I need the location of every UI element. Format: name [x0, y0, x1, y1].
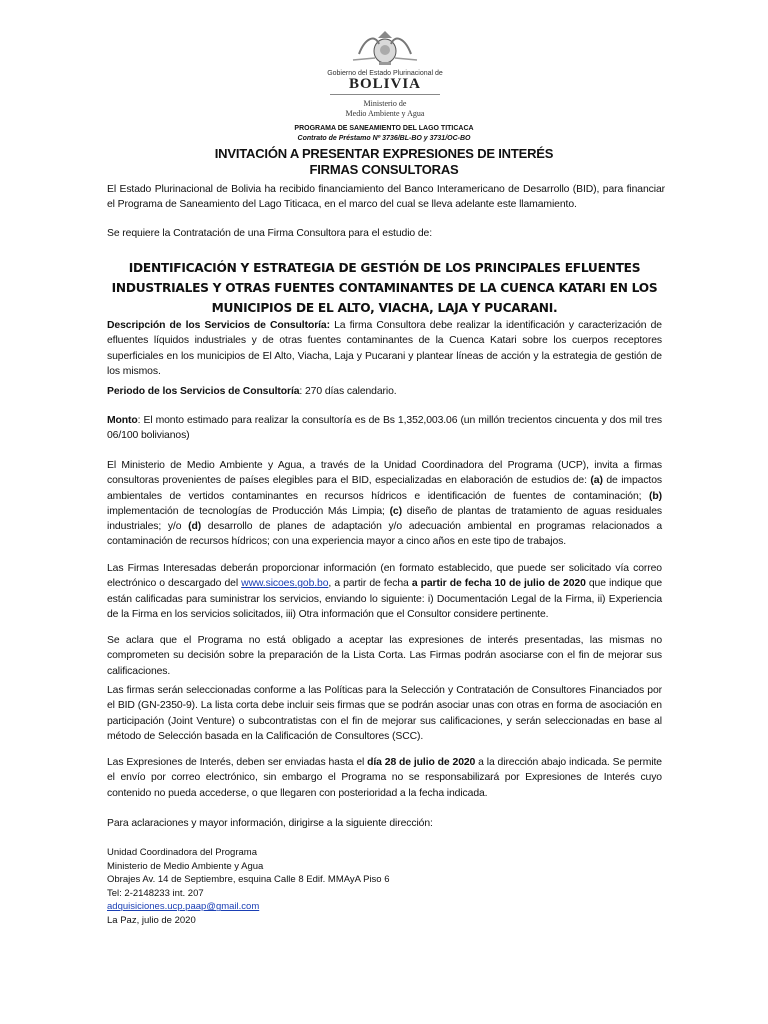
address-ministry: Ministerio de Medio Ambiente y Agua [107, 860, 264, 872]
address-unit: Unidad Coordinadora del Programa [107, 847, 257, 858]
period-label: Periodo de los Servicios de Consultoría [107, 386, 300, 397]
deadline-text-1: Las Expresiones de Interés, deben ser enviadas hasta el [107, 757, 368, 768]
description-text: La firma Consultora debe realizar la identificación y caracterización de efluentes líquidos industriales y de otras fuentes contaminantes de la Cuenca Katari sobre los cuerpos receptores superficiales en los municipios de El Alto, Viacha, Laja y Pucarani y plantear líneas de acción y la estrategia de gestión de los mismos. [107, 320, 662, 377]
ministry-invitation-paragraph [107, 458, 662, 550]
amount-paragraph [107, 413, 662, 444]
contact-address-block [107, 846, 507, 928]
contact-email-link[interactable]: adquisiciones.ucp.paap@gmail.com [107, 901, 260, 913]
selection-paragraph: Las firmas serán seleccionadas conforme a las Políticas para la Selección y Contratación de Consultores Financiados por el BID (GN-2350-9). La lista corta debe incluir seis firmas que se podrán asociar unas con otras en forma de asociación en participación (Joint Venture) o subcontratistas con el fin de mejorar sus calificaciones, y serán seleccionadas en base al método de Selección basada en la Calificación de Consultores (SCC). [107, 685, 662, 742]
government-logo [322, 28, 448, 119]
intro-paragraph: El Estado Plurinacional de Bolivia ha recibido financiamiento del Banco Interamericano de Desarrollo (BID), para financiar el Programa de Saneamiento del Lago Titicaca, en el marco del cual se lleva adelante este llamamiento. [107, 184, 665, 211]
amount-text: : El monto estimado para realizar la consultoría es de Bs 1,352,003.06 (un millón trecientos cincuenta y dos mil tres 06/100 bolivianos) [107, 415, 662, 442]
address-phone: Tel: 2-2148233 int. 207 [107, 887, 204, 899]
contact-intro: Para aclaraciones y mayor información, dirigirse a la siguiente dirección: [107, 818, 433, 829]
interested-start-date: a partir de fecha 10 de julio de 2020 [411, 578, 586, 590]
item-a-marker: (a) [590, 475, 603, 487]
deadline-paragraph [107, 755, 662, 801]
interested-firms-paragraph [107, 561, 662, 622]
description-paragraph [107, 318, 662, 379]
ministry-text-5: desarrollo de planes de adaptación y/o adecuación ambiental en programas relacionados a contaminación de recursos hídricos; con una experiencia mayor a cinco años en este tipo de trabajos. [107, 521, 663, 548]
document-subtitle: FIRMAS CONSULTORAS [309, 162, 459, 177]
logo-ministry-line1: Ministerio de [363, 99, 407, 108]
item-c-marker: (c) [389, 505, 402, 517]
deadline-text-2: a la dirección abajo indicada. Se permite el envío por correo electrónico, sin embargo el Programa no se responsabilizará por Expresiones de Interés cuyo contenido no pueda accederse, o que llegaren con posterioridad a la fecha indicada. [107, 757, 662, 799]
amount-label: Monto [107, 415, 138, 426]
requirement-line: Se requiere la Contratación de una Firma Consultora para el estudio de: [107, 228, 433, 239]
project-title: IDENTIFICACIÓN Y ESTRATEGIA DE GESTIÓN DE LOS PRINCIPALES EFLUENTES INDUSTRIALES Y OTRAS FUENTES CONTAMINANTES DE LA CUENCA KATARI EN LOS MUNICIPIOS DE EL ALTO, VIACHA, LAJA Y PUCARANI. [111, 261, 658, 315]
bolivia-coat-of-arms-icon [345, 28, 425, 68]
program-name: PROGRAMA DE SANEAMIENTO DEL LAGO TITICACA [294, 125, 474, 132]
period-paragraph [107, 384, 662, 399]
item-d-marker: (d) [188, 521, 202, 533]
ministry-text-4: diseño de plantas de tratamiento de aguas residuales industriales; y/o [107, 505, 662, 533]
logo-government-line: Gobierno del Estado Plurinacional de [327, 70, 443, 77]
interested-text-1: Las Firmas Interesadas deberán proporcionar información (en formato establecido, que puede ser solicitado vía correo electrónico o descargado del [107, 563, 662, 590]
item-b-marker: (b) [649, 490, 662, 502]
deadline-date: día 28 de julio de 2020 [367, 757, 476, 768]
logo-divider [330, 94, 440, 95]
interested-text-3: que indique que están calificadas para suministrar los servicios, enviando lo siguiente: i) Documentación Legal de la Firma, ii) Experiencia de la Firma en los servicios solicitados, iii) Otra información que el Consultor considere pertinente. [107, 578, 663, 620]
logo-country-name: BOLIVIA [348, 76, 422, 92]
ministry-text-3: implementación de tecnologías de Producción Más Limpia; [107, 505, 390, 517]
document-title: INVITACIÓN A PRESENTAR EXPRESIONES DE INTERÉS [214, 146, 554, 161]
sicoes-link[interactable]: www.sicoes.gob.bo [241, 578, 329, 590]
ministry-text-1: El Ministerio de Medio Ambiente y Agua, a través de la Unidad Coordinadora del Programa (UCP), invita a firmas consultoras provenientes de países elegibles para el BID, especializadas en elaboración de estudios de: [107, 460, 662, 487]
contract-number: Contrato de Préstamo Nº 3736/BL-BO y 3731/OC-BO [297, 135, 471, 142]
clarification-paragraph: Se aclara que el Programa no está obligado a aceptar las expresiones de interés presentadas, las mismas no comprometen su decisión sobre la preparación de la Lista Corta. Las Firmas podrán asociarse con el fin de mejorar sus calificaciones. [107, 635, 662, 677]
ministry-text-2: de impactos ambientales de vertidos contaminantes en recursos hídricos e identificación de fuentes de contaminación; [107, 475, 662, 502]
period-text: : 270 días calendario. [299, 386, 397, 397]
interested-text-2: , a partir de fecha [328, 578, 412, 590]
address-street: Obrajes Av. 14 de Septiembre, esquina Calle 8 Edif. MMAyA Piso 6 [107, 874, 390, 886]
address-place-date: La Paz, julio de 2020 [107, 914, 196, 926]
logo-ministry-line2: Medio Ambiente y Agua [345, 109, 425, 118]
description-label: Descripción de los Servicios de Consultoría: [107, 320, 330, 331]
